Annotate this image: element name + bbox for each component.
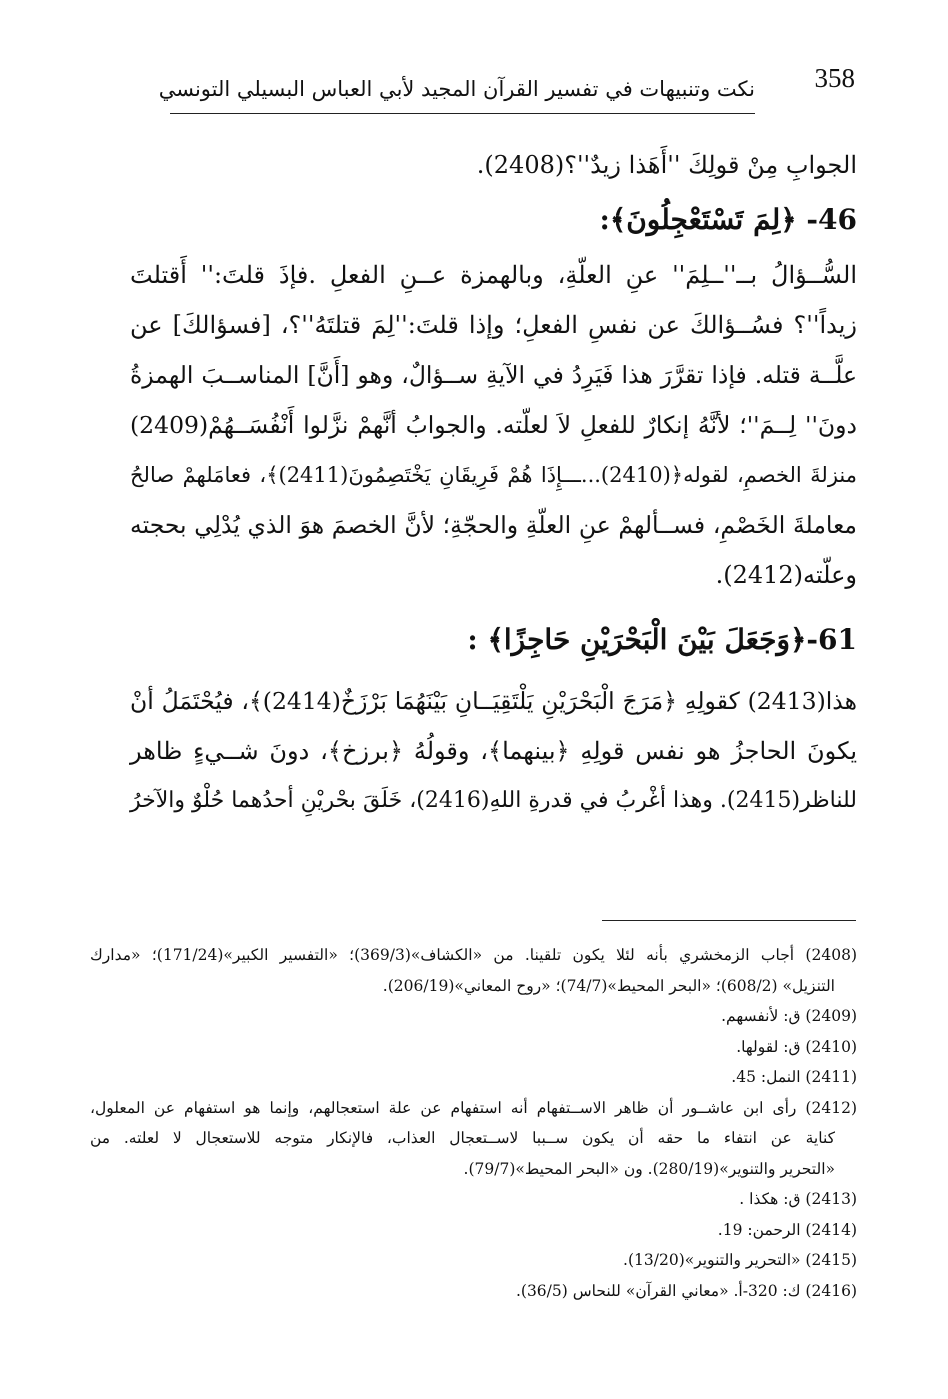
footnote-line: (2408) أجاب الزمخشري بأنه لئلا يكون تلقينا. من «الكشاف»(369/3)؛ «التفسير الكبير»(171/24)؛ «مدارك	[90, 946, 857, 964]
footnote-line: (2411) النمل: 45.	[731, 1068, 857, 1086]
text-line: معاملةَ الخَصْمِ، فســألهمْ عنِ العلّةِ والحجّةِ؛ لأنَّ الخصمَ هوَ الذي يُدْلِي بحجته	[130, 511, 857, 539]
footnote-line: (2412) رأى ابن عاشــور أن ظاهر الاســتفهام أنه استفهام عن علة استعجالهم، وإنما هو استفهام عن المعلول،	[90, 1098, 857, 1117]
footnote-separator	[602, 920, 856, 921]
running-title: نكت وتنبيهات في تفسير القرآن المجيد لأبي العباس البسيلي التونسي	[158, 77, 755, 101]
text-line: السُّــؤالُ بــ''ــلِمَ'' عنِ العلّةِ، وبالهمزة عــنِ الفعلِ .فإذَ قلتَ:'' أَقتلتَ	[130, 261, 857, 289]
footnote-line: (2413) ق: هكذا .	[739, 1190, 857, 1208]
footnote-line: (2410) ق: لقولها.	[736, 1037, 857, 1056]
text-line: وعلّته(2412).	[715, 561, 857, 589]
verse-heading-46: 46- ﴿لِمَ تَسْتَعْجِلُونَ﴾:	[599, 203, 857, 236]
text-line: هذا(2413) كقولِهِ ﴿مَرَجَ الْبَحْرَيْنِ يَلْتَقِيَــانِ بَيْنَهُمَا بَرْزَخٌ(2414)﴾، فيُحْتَمَلُ أنْ	[130, 687, 858, 715]
header-rule	[170, 113, 755, 114]
text-line: الجوابِ مِنْ قولِكَ ''أَهَذا زيدٌ''؟(2408).	[476, 151, 857, 179]
verse-heading-61: 61-﴿وَجَعَلَ بَيْنَ الْبَحْرَيْنِ حَاجِزًا﴾ :	[467, 623, 857, 656]
footnote-line: كناية عن انتفاء ما حقه أن يكون ســببا لاســتعجال العذاب، فالإنكار متوجه للاستعجال لا لعلته. من	[90, 1129, 835, 1147]
footnote-line: «التحرير والتنوير»(280/19). ون «البحر المحيط»(79/7).	[463, 1159, 835, 1178]
page-header	[158, 55, 855, 115]
footnotes	[90, 940, 857, 1306]
page-number: 358	[814, 63, 855, 93]
footnote-line: (2416) ك: 320-أ. «معاني القرآن» للنحاس (36/5).	[515, 1281, 857, 1300]
footnote-line: (2415) «التحرير والتنوير»(13/20).	[623, 1251, 857, 1269]
footnote-line: التنزيل» (608/2)؛ «البحر المحيط»(74/7)؛ «روح المعاني»(206/19).	[382, 976, 835, 995]
text-line: للناظر(2415). وهذا أغْربُ في قدرةِ اللهِ(2416)، خَلَقَ بحْريْنِ أحدُهما حُلْوٌ والآخرُ	[130, 788, 858, 813]
text-line: يكونَ الحاجزُ هو نفس قولِهِ ﴿بينهما﴾، وقولُهُ ﴿برزخ﴾، دونَ شــيءٍ ظاهر	[130, 737, 857, 765]
text-line: زيداً''؟ فسُــؤالكَ عن نفسِ الفعلِ؛ وإذا قلتَ:''لِمَ قتلتَهُ''؟، [فسؤالكَ] عن	[130, 311, 857, 339]
text-line: منزلةَ الخصمِ، لقوله﴿(2410)...ـــإِذَا هُمْ فَرِيقَانِ يَخْتَصِمُونَ(2411)﴾، فعامَلهمْ صالحُ	[130, 463, 857, 487]
footnote-line: (2414) الرحمن: 19.	[717, 1220, 857, 1239]
text-line: علَّــة قتله. فإذا تقرَّرَ هذا فَيَرِدُ في الآيةِ ســؤالٌ، وهو [أَنَّ] المناســبَ الهمزةُ	[130, 361, 857, 389]
footnote-line: (2409) ق: لأنفسهم.	[721, 1007, 857, 1025]
main-text	[130, 140, 857, 826]
text-line: دونَ'' لِــمَ''؛ لأنَّهُ إنكارٌ للفعلِ لاَ لعلّته. والجوابُ أنَّهمْ نزَّلوا أَنْفُسَــهُمْ(2409)	[130, 411, 857, 439]
